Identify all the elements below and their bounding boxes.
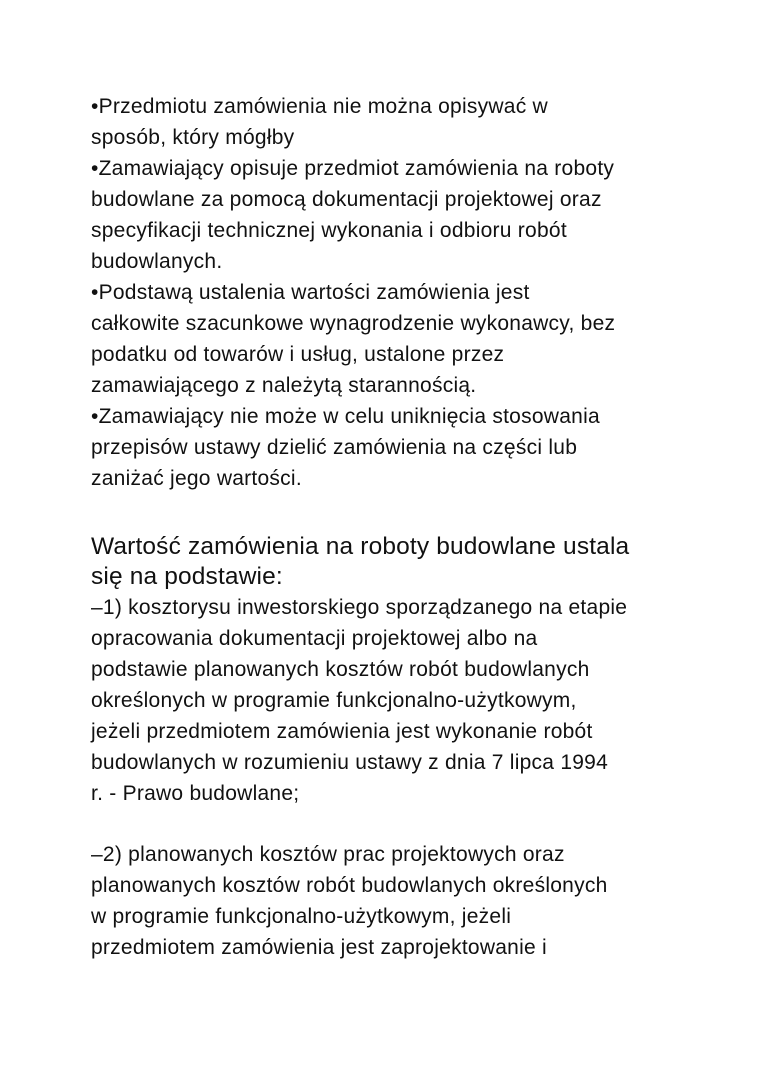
text-line: podstawie planowanych kosztów robót budowlanych: [91, 658, 590, 681]
text-line: opracowania dokumentacji projektowej albo na: [91, 627, 538, 650]
text-line: •Zamawiający nie może w celu uniknięcia stosowania: [91, 405, 600, 428]
text-line: przedmiotem zamówienia jest zaprojektowanie i: [91, 936, 547, 959]
list-item-planned-costs: [91, 839, 731, 963]
heading-line: się na podstawie:: [91, 563, 283, 590]
text-line: r. - Prawo budowlane;: [91, 782, 300, 805]
section-heading: [91, 532, 731, 592]
list-item-cost-estimate: [91, 592, 731, 809]
text-line: zaniżać jego wartości.: [91, 467, 302, 490]
text-line: planowanych kosztów robót budowlanych określonych: [91, 874, 608, 897]
text-line: budowlane za pomocą dokumentacji projektowej oraz: [91, 188, 602, 211]
bullet-item-value-basis: [91, 277, 731, 401]
text-line: przepisów ustawy dzielić zamówienia na części lub: [91, 436, 578, 459]
text-line: sposób, który mógłby: [91, 126, 295, 149]
text-line: całkowite szacunkowe wynagrodzenie wykonawcy, bez: [91, 312, 616, 335]
text-line: w programie funkcjonalno-użytkowym, jeżeli: [91, 905, 512, 928]
text-line: specyfikacji technicznej wykonania i odbioru robót: [91, 219, 567, 242]
bullet-item-construction-documentation: [91, 153, 731, 277]
text-line: zamawiającego z należytą starannością.: [91, 374, 477, 397]
bullet-item-description-restriction: [91, 91, 731, 153]
numbered-list: [91, 592, 731, 963]
heading-line: Wartość zamówienia na roboty budowlane ustala: [91, 533, 630, 560]
text-line: –2) planowanych kosztów prac projektowych oraz: [91, 843, 565, 866]
text-line: jeżeli przedmiotem zamówienia jest wykonanie robót: [91, 720, 593, 743]
text-line: •Podstawą ustalenia wartości zamówienia jest: [91, 281, 530, 304]
text-line: budowlanych w rozumieniu ustawy z dnia 7 lipca 1994: [91, 751, 609, 774]
text-line: •Zamawiający opisuje przedmiot zamówienia na roboty: [91, 157, 615, 180]
text-line: •Przedmiotu zamówienia nie można opisywać w: [91, 95, 548, 118]
text-line: –1) kosztorysu inwestorskiego sporządzanego na etapie: [91, 596, 628, 619]
bullet-list: [91, 91, 731, 494]
text-line: podatku od towarów i usług, ustalone przez: [91, 343, 505, 366]
text-line: budowlanych.: [91, 250, 223, 273]
bullet-item-no-splitting: [91, 401, 731, 494]
text-line: określonych w programie funkcjonalno-użytkowym,: [91, 689, 577, 712]
document-page: [91, 91, 731, 963]
